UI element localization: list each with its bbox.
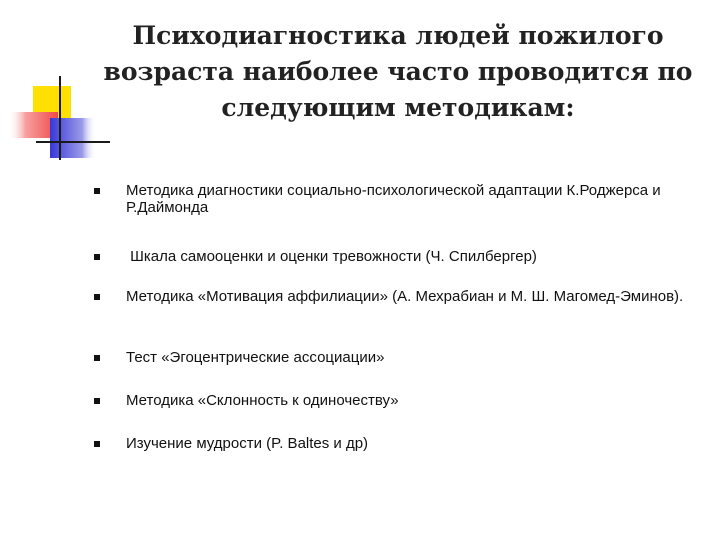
title-line-2: возраста наиболее часто проводится по xyxy=(103,57,693,86)
blue-gradient-square xyxy=(50,118,96,158)
square-bullet-icon xyxy=(94,254,100,260)
slide-title xyxy=(98,18,698,126)
list-item-text: Методика диагностики социально-психологической адаптации К.Роджерса и Р.Даймонда xyxy=(126,182,661,216)
square-bullet-icon xyxy=(94,398,100,404)
list-item-text: Шкала самооценки и оценки тревожности (Ч. Спилбергер) xyxy=(126,248,537,265)
square-bullet-icon xyxy=(94,441,100,447)
square-bullet-icon xyxy=(94,188,100,194)
square-bullet-icon xyxy=(94,355,100,361)
decorative-corner-graphic xyxy=(0,0,110,170)
list-item-text: Изучение мудрости (P. Baltes и др) xyxy=(126,435,369,452)
list-item-text: Методика «Склонность к одиночеству» xyxy=(126,392,399,409)
title-line-1: Психодиагностика людей пожилого xyxy=(132,21,664,50)
list-item-text: Методика «Мотивация аффилиации» (А. Мехрабиан и М. Ш. Магомед-Эминов). xyxy=(126,288,684,305)
square-bullet-icon xyxy=(94,294,100,300)
title-line-3: следующим методикам: xyxy=(221,93,575,122)
list-item-text: Тест «Эгоцентрические ассоциации» xyxy=(126,349,385,366)
